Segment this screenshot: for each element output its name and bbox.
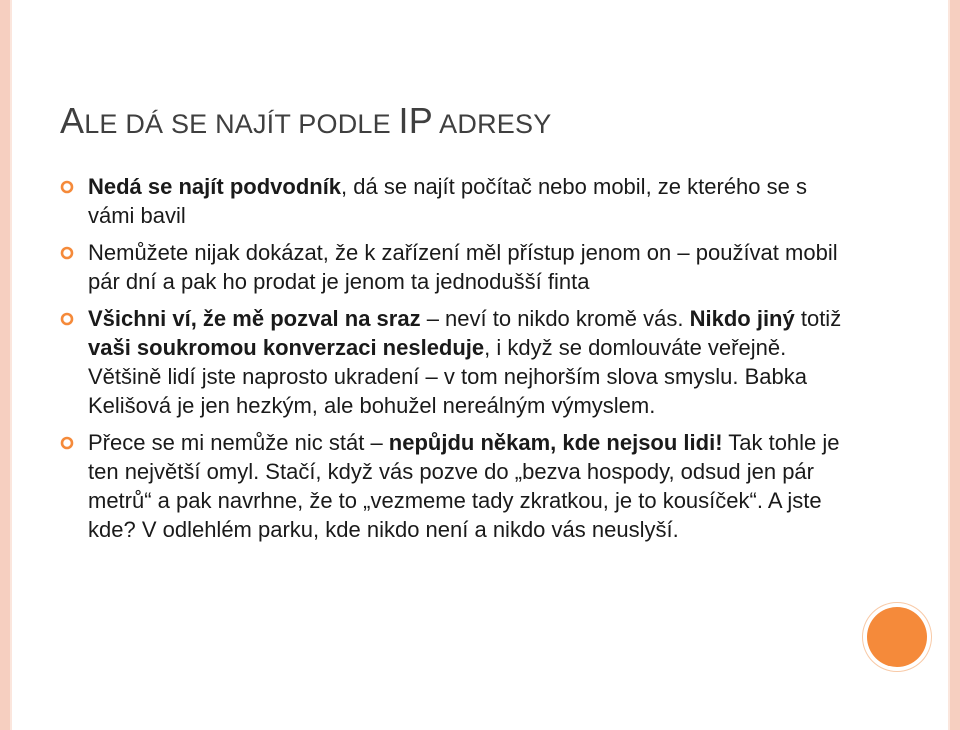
left-frame-inner-stripe [10, 0, 12, 730]
bullet-3-text-3: , i když se domlouváte veřejně. Většině lidí jste naprosto ukradení – v tom nejhorším slova smyslu. Babka Kelišová je jen hezkým, ale bohužel nereálným výmyslem. [88, 335, 808, 418]
bullet-1-text-1: , dá se najít počítač nebo mobil, ze kterého se s vámi bavil [88, 174, 807, 228]
right-frame-stripe [950, 0, 960, 730]
bullet-ring-icon [60, 246, 74, 260]
decorative-orange-circle [867, 607, 927, 667]
left-frame-stripe [0, 0, 10, 730]
title-rest-a: LE DÁ SE NAJÍT PODLE [84, 109, 399, 139]
bullet-3-text-1: – neví to nikdo kromě vás. [420, 306, 690, 331]
title-cap-b: IP [398, 100, 433, 141]
bullet-item-3 [60, 304, 850, 420]
bullet-3-bold-2: Nikdo jiný [689, 306, 795, 331]
right-frame-inner-stripe [948, 0, 950, 730]
bullet-3-bold-1: Všichni ví, že mě pozval na sraz [88, 306, 421, 331]
slide-title [60, 100, 551, 142]
bullet-2-text-1: Nemůžete nijak dokázat, že k zařízení měl přístup jenom on – používat mobil pár dní a pak ho prodat je jenom ta jednodušší finta [88, 240, 838, 294]
bullet-ring-icon [60, 312, 74, 326]
bullet-list [60, 172, 850, 552]
bullet-3-text-2: totiž [794, 306, 842, 331]
title-cap-a: A [60, 100, 85, 141]
bullet-item-4 [60, 428, 850, 544]
bullet-4-bold-1: nepůjdu někam, kde nejsou lidi! [388, 430, 723, 455]
bullet-3-bold-3: vaši soukromou konverzaci nesleduje [88, 335, 485, 360]
bullet-1-bold-1: Nedá se najít podvodník [88, 174, 342, 199]
bullet-ring-icon [60, 436, 74, 450]
bullet-4-text-1: Přece se mi nemůže nic stát – [88, 430, 389, 455]
bullet-item-2 [60, 238, 850, 296]
bullet-item-1 [60, 172, 850, 230]
bullet-ring-icon [60, 180, 74, 194]
bullet-4-text-2: Tak tohle je ten největší omyl. Stačí, když vás pozve do „bezva hospody, odsud jen pár metrů“ a pak navrhne, že to „vezmeme tady zkratkou, je to kousíček“. A jste kde? V odlehlém parku, kde nikdo není a nikdo vás neuslyší. [88, 430, 840, 542]
title-rest-b: ADRESY [432, 109, 552, 139]
